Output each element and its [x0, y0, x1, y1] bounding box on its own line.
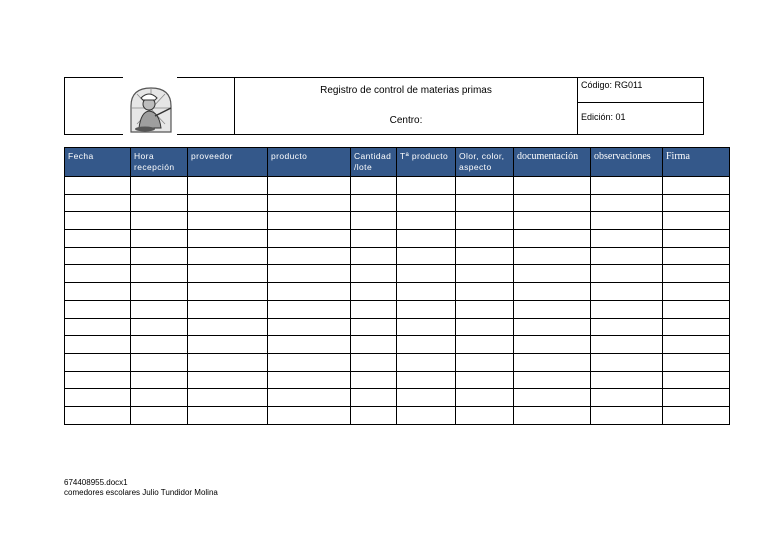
table-cell[interactable] — [188, 265, 268, 283]
table-cell[interactable] — [397, 177, 456, 195]
table-cell[interactable] — [591, 353, 663, 371]
table-row — [65, 406, 730, 424]
table-cell[interactable] — [351, 230, 397, 248]
table-cell[interactable] — [351, 389, 397, 407]
table-cell[interactable] — [456, 300, 514, 318]
table-cell[interactable] — [591, 300, 663, 318]
table-cell[interactable] — [268, 283, 351, 301]
table-row — [65, 177, 730, 195]
table-cell[interactable] — [591, 212, 663, 230]
table-cell[interactable] — [456, 265, 514, 283]
table-row — [65, 336, 730, 354]
table-row — [65, 318, 730, 336]
table-row — [65, 389, 730, 407]
table-cell[interactable] — [268, 177, 351, 195]
footer-filename: 674408955.docx1 — [64, 478, 128, 487]
table-cell[interactable] — [663, 406, 730, 424]
table-cell[interactable] — [65, 247, 131, 265]
table-cell[interactable] — [268, 212, 351, 230]
column-header: Olor, color, aspecto — [456, 148, 514, 177]
table-cell[interactable] — [397, 265, 456, 283]
table-cell[interactable] — [514, 177, 591, 195]
table-cell[interactable] — [188, 300, 268, 318]
table-cell[interactable] — [65, 371, 131, 389]
table-cell[interactable] — [663, 283, 730, 301]
table-cell[interactable] — [456, 230, 514, 248]
table-cell[interactable] — [131, 389, 188, 407]
table-cell[interactable] — [397, 389, 456, 407]
table-cell[interactable] — [131, 177, 188, 195]
column-header: Hora recepción — [131, 148, 188, 177]
table-row — [65, 283, 730, 301]
table-cell[interactable] — [131, 318, 188, 336]
table-cell[interactable] — [351, 283, 397, 301]
table-row — [65, 371, 730, 389]
table-cell[interactable] — [351, 318, 397, 336]
table-cell[interactable] — [65, 194, 131, 212]
table-cell[interactable] — [456, 353, 514, 371]
table-cell[interactable] — [663, 300, 730, 318]
table-cell[interactable] — [591, 283, 663, 301]
codigo-text: Código: RG011 — [581, 80, 643, 90]
table-header-row — [65, 148, 730, 177]
cook-logo-icon — [125, 84, 177, 134]
table-cell[interactable] — [514, 371, 591, 389]
table-cell[interactable] — [663, 212, 730, 230]
page-footer — [64, 478, 218, 498]
table-cell[interactable] — [268, 389, 351, 407]
table-cell[interactable] — [456, 283, 514, 301]
table-cell[interactable] — [591, 194, 663, 212]
table-cell[interactable] — [131, 194, 188, 212]
footer-author: comedores escolares Julio Tundidor Molina — [64, 488, 218, 497]
table-cell[interactable] — [514, 318, 591, 336]
column-header: observaciones — [591, 148, 663, 177]
table-cell[interactable] — [397, 230, 456, 248]
table-cell[interactable] — [351, 247, 397, 265]
table-cell[interactable] — [397, 406, 456, 424]
table-cell[interactable] — [65, 406, 131, 424]
table-cell[interactable] — [188, 406, 268, 424]
table-cell[interactable] — [591, 406, 663, 424]
table-cell[interactable] — [188, 283, 268, 301]
table-cell[interactable] — [188, 212, 268, 230]
table-cell[interactable] — [514, 212, 591, 230]
table-row — [65, 194, 730, 212]
table-cell[interactable] — [663, 389, 730, 407]
table-cell[interactable] — [591, 230, 663, 248]
table-cell[interactable] — [514, 353, 591, 371]
table-cell[interactable] — [351, 371, 397, 389]
table-row — [65, 353, 730, 371]
table-cell[interactable] — [397, 212, 456, 230]
table-cell[interactable] — [131, 230, 188, 248]
table-cell[interactable] — [591, 371, 663, 389]
table-cell[interactable] — [456, 389, 514, 407]
table-cell[interactable] — [268, 265, 351, 283]
table-cell[interactable] — [268, 318, 351, 336]
table-cell[interactable] — [188, 247, 268, 265]
table-cell[interactable] — [663, 353, 730, 371]
table-cell[interactable] — [591, 336, 663, 354]
table-cell[interactable] — [456, 177, 514, 195]
table-cell[interactable] — [268, 230, 351, 248]
table-cell[interactable] — [131, 247, 188, 265]
table-cell[interactable] — [456, 212, 514, 230]
table-cell[interactable] — [397, 300, 456, 318]
table-cell[interactable] — [397, 353, 456, 371]
document-header — [64, 77, 704, 135]
table-cell[interactable] — [131, 371, 188, 389]
table-cell[interactable] — [268, 300, 351, 318]
table-cell[interactable] — [591, 247, 663, 265]
edicion-text: Edición: 01 — [581, 112, 626, 122]
logo-cell — [64, 77, 234, 135]
table-cell[interactable] — [65, 353, 131, 371]
table-row — [65, 212, 730, 230]
document-title: Registro de control de materias primas — [320, 85, 492, 96]
table-cell[interactable] — [514, 247, 591, 265]
table-cell[interactable] — [268, 336, 351, 354]
table-body — [65, 177, 730, 425]
table-cell[interactable] — [514, 194, 591, 212]
table-cell[interactable] — [188, 194, 268, 212]
table-cell[interactable] — [456, 371, 514, 389]
table-cell[interactable] — [65, 177, 131, 195]
table-cell[interactable] — [188, 177, 268, 195]
table-cell[interactable] — [65, 212, 131, 230]
table-cell[interactable] — [351, 194, 397, 212]
edicion-cell — [577, 102, 704, 135]
table-cell[interactable] — [351, 212, 397, 230]
table-cell[interactable] — [663, 177, 730, 195]
table-cell[interactable] — [514, 389, 591, 407]
table-cell[interactable] — [397, 336, 456, 354]
table-cell[interactable] — [268, 371, 351, 389]
table-cell[interactable] — [351, 336, 397, 354]
table-cell[interactable] — [131, 283, 188, 301]
column-header: producto — [268, 148, 351, 177]
table-cell[interactable] — [456, 406, 514, 424]
table-cell[interactable] — [65, 389, 131, 407]
table-cell[interactable] — [514, 265, 591, 283]
table-cell[interactable] — [268, 194, 351, 212]
table-cell[interactable] — [591, 265, 663, 283]
table-cell[interactable] — [663, 194, 730, 212]
table-cell[interactable] — [397, 371, 456, 389]
table-cell[interactable] — [663, 371, 730, 389]
table-cell[interactable] — [351, 406, 397, 424]
table-cell[interactable] — [456, 247, 514, 265]
table-cell[interactable] — [456, 194, 514, 212]
table-cell[interactable] — [351, 265, 397, 283]
table-cell[interactable] — [65, 318, 131, 336]
table-cell[interactable] — [65, 300, 131, 318]
table-cell[interactable] — [514, 230, 591, 248]
table-cell[interactable] — [663, 318, 730, 336]
table-cell[interactable] — [663, 336, 730, 354]
table-cell[interactable] — [397, 247, 456, 265]
register-table — [64, 147, 730, 425]
table-cell[interactable] — [397, 283, 456, 301]
centro-label: Centro: — [389, 115, 423, 126]
table-cell[interactable] — [397, 318, 456, 336]
table-cell[interactable] — [188, 318, 268, 336]
table-cell[interactable] — [65, 283, 131, 301]
table-cell[interactable] — [65, 336, 131, 354]
table-cell[interactable] — [514, 336, 591, 354]
table-cell[interactable] — [456, 336, 514, 354]
table-cell[interactable] — [188, 336, 268, 354]
table-cell[interactable] — [188, 389, 268, 407]
table-cell[interactable] — [663, 230, 730, 248]
table-cell[interactable] — [591, 389, 663, 407]
table-cell[interactable] — [65, 265, 131, 283]
column-header: Cantidad /lote — [351, 148, 397, 177]
title-cell — [234, 77, 578, 135]
table-cell[interactable] — [351, 300, 397, 318]
table-cell[interactable] — [131, 265, 188, 283]
table-cell[interactable] — [131, 353, 188, 371]
table-cell[interactable] — [514, 300, 591, 318]
table-cell[interactable] — [514, 283, 591, 301]
table-row — [65, 247, 730, 265]
table-cell[interactable] — [188, 353, 268, 371]
table-cell[interactable] — [591, 318, 663, 336]
column-header: Firma — [663, 148, 730, 177]
table-cell[interactable] — [591, 177, 663, 195]
table-cell[interactable] — [131, 212, 188, 230]
table-cell[interactable] — [397, 194, 456, 212]
table-cell[interactable] — [131, 406, 188, 424]
column-header: proveedor — [188, 148, 268, 177]
table-cell[interactable] — [351, 353, 397, 371]
table-cell[interactable] — [188, 371, 268, 389]
table-cell[interactable] — [268, 247, 351, 265]
table-cell[interactable] — [188, 230, 268, 248]
codigo-cell — [577, 77, 704, 103]
table-cell[interactable] — [268, 353, 351, 371]
column-header: Fecha — [65, 148, 131, 177]
table-row — [65, 265, 730, 283]
table-cell[interactable] — [663, 265, 730, 283]
table-cell[interactable] — [131, 336, 188, 354]
table-cell[interactable] — [131, 300, 188, 318]
column-header: Tª producto — [397, 148, 456, 177]
table-cell[interactable] — [456, 318, 514, 336]
column-header: documentación — [514, 148, 591, 177]
table-row — [65, 300, 730, 318]
table-cell[interactable] — [268, 406, 351, 424]
table-cell[interactable] — [65, 230, 131, 248]
table-cell[interactable] — [663, 247, 730, 265]
table-cell[interactable] — [514, 406, 591, 424]
table-cell[interactable] — [351, 177, 397, 195]
table-row — [65, 230, 730, 248]
